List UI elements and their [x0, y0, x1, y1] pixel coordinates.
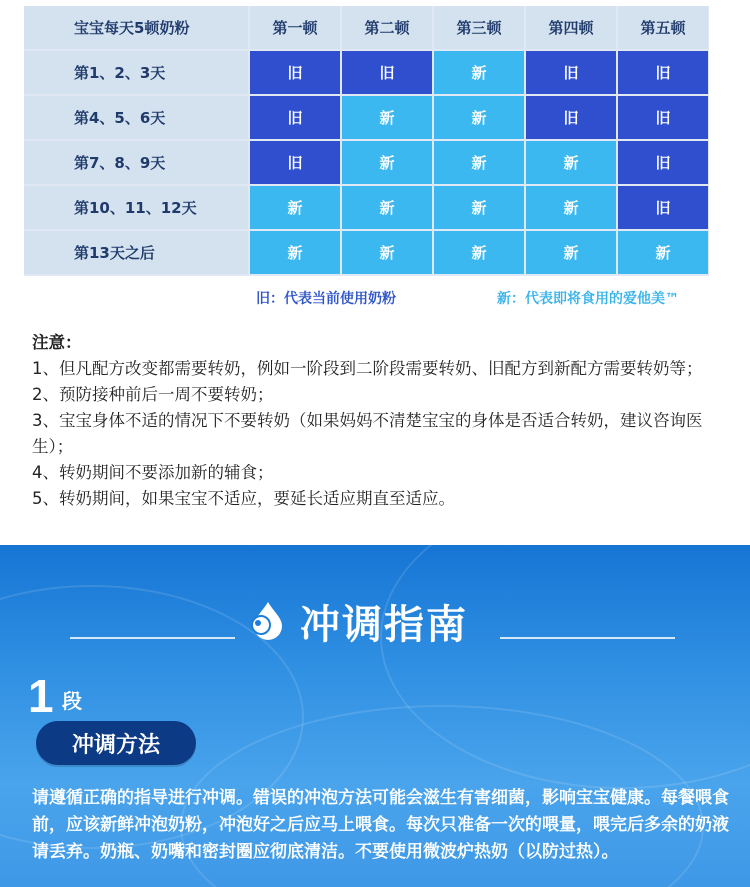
table-cell: 新: [526, 231, 616, 274]
table-cell: 新: [526, 186, 616, 229]
table-cell: 新: [342, 141, 432, 184]
table-cell: 旧: [250, 51, 340, 94]
legend-old: 旧：代表当前使用奶粉: [256, 291, 396, 307]
method-label: 冲调方法: [36, 721, 196, 765]
table-cell: 旧: [250, 141, 340, 184]
table-cell: 新: [526, 141, 616, 184]
title-divider-left: [70, 637, 235, 639]
note-item: 4、转奶期间不要添加新的辅食；: [32, 463, 274, 482]
table-cell: 新: [434, 141, 524, 184]
table-cell: 新: [618, 231, 708, 274]
notes-block: [32, 330, 732, 512]
guide-header: [244, 593, 468, 650]
table-cell: 旧: [618, 141, 708, 184]
table-cell: 新: [434, 96, 524, 139]
row-label: 第7、8、9天: [24, 141, 248, 184]
title-divider-right: [500, 637, 675, 639]
table-corner-header: 宝宝每天5顿奶粉: [24, 6, 248, 49]
row-label: 第13天之后: [24, 231, 248, 274]
water-drop-icon: [244, 598, 290, 646]
table-cell: 新: [342, 96, 432, 139]
method-description: 请遵循正确的指导进行冲调。错误的冲泡方法可能会滋生有害细菌，影响宝宝健康。每餐喂食前，应该新鲜冲泡奶粉，冲泡好之后应马上喂食。每次只准备一次的喂量，喂完后多余的奶液请丢弃。奶瓶、奶嘴和密封圈应彻底清洁。不要使用微波炉热奶（以防过热）。: [32, 788, 729, 862]
note-item: 1、但凡配方改变都需要转奶，例如一阶段到二阶段需要转奶、旧配方到新配方需要转奶等；: [32, 359, 703, 378]
table-cell: 新: [434, 231, 524, 274]
column-header: 第四顿: [526, 6, 616, 49]
preparation-guide-section: [0, 545, 750, 887]
table-cell: 新: [434, 51, 524, 94]
table-cell: 新: [250, 231, 340, 274]
column-header: 第二顿: [342, 6, 432, 49]
table-cell: 新: [250, 186, 340, 229]
stage-number: 1: [28, 670, 54, 722]
table-cell: 旧: [250, 96, 340, 139]
note-item: 5、转奶期间，如果宝宝不适应，要延长适应期直至适应。: [32, 489, 455, 508]
row-label: 第1、2、3天: [24, 51, 248, 94]
guide-title: 冲调指南: [300, 602, 468, 648]
table-cell: 新: [342, 186, 432, 229]
table-cell: 旧: [526, 51, 616, 94]
table-cell: 旧: [618, 96, 708, 139]
row-label: 第10、11、12天: [24, 186, 248, 229]
table-cell: 旧: [526, 96, 616, 139]
stage-unit: 段: [62, 689, 82, 713]
notes-title: 注意：: [32, 333, 82, 352]
note-item: 3、宝宝身体不适的情况下不要转奶（如果妈妈不清楚宝宝的身体是否适合转奶，建议咨询医生）；: [32, 411, 703, 456]
note-item: 2、预防接种前后一周不要转奶；: [32, 385, 274, 404]
table-cell: 新: [434, 186, 524, 229]
table-cell: 旧: [618, 51, 708, 94]
column-header: 第五顿: [618, 6, 708, 49]
table-cell: 旧: [342, 51, 432, 94]
column-header: 第三顿: [434, 6, 524, 49]
column-header: 第一顿: [250, 6, 340, 49]
transition-table: [24, 6, 709, 276]
row-label: 第4、5、6天: [24, 96, 248, 139]
legend-new: 新：代表即将食用的爱他美™: [497, 291, 679, 307]
table-cell: 新: [342, 231, 432, 274]
table-cell: 旧: [618, 186, 708, 229]
